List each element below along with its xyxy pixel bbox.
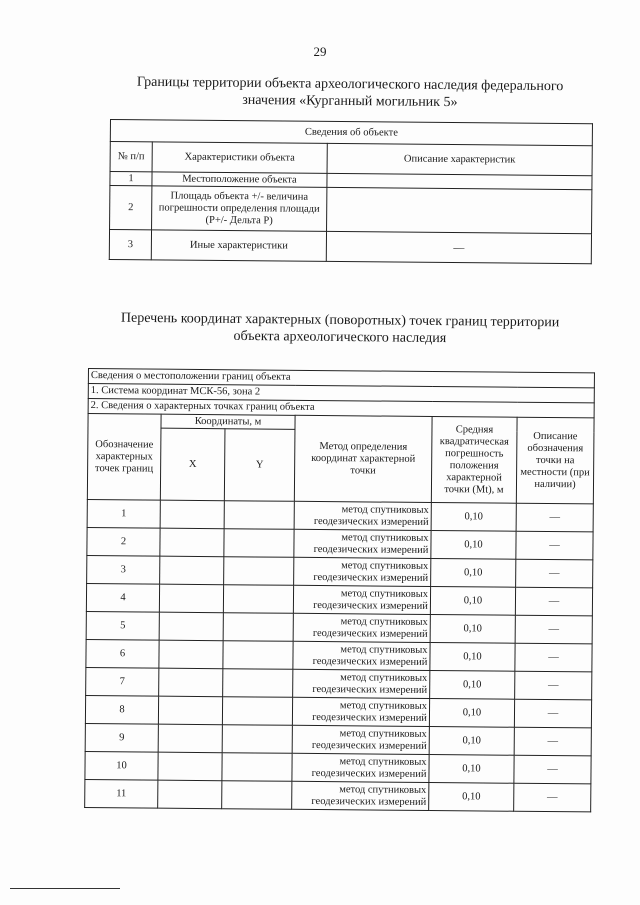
cell-point: 8 (85, 695, 158, 724)
row-num: 3 (109, 230, 151, 260)
row-char: Площадь объекта +/- величина погрешности определения площади (Р+/- Дельта Р) (152, 186, 327, 232)
cell-point: 6 (86, 639, 159, 668)
object-info-table (109, 119, 593, 264)
cell-method: метод спутниковых геодезических измерений (294, 557, 431, 586)
cell-error: 0,10 (430, 670, 515, 699)
cell-x (160, 556, 224, 585)
row-desc (327, 187, 592, 233)
cell-point: 11 (85, 779, 158, 808)
cell-x (159, 612, 223, 641)
coordinates-table (84, 368, 595, 812)
cell-desc: — (515, 615, 592, 644)
cell-y (222, 781, 292, 810)
cell-error: 0,10 (429, 754, 514, 783)
cell-method: метод спутниковых геодезических измерений (292, 725, 429, 754)
cell-y (223, 613, 293, 642)
cell-point: 9 (85, 723, 158, 752)
row-desc: — (326, 231, 591, 263)
cell-method: метод спутниковых геодезических измерений (292, 781, 429, 810)
cell-point: 4 (86, 583, 159, 612)
cell-x (159, 584, 223, 613)
cell-error: 0,10 (430, 614, 515, 643)
row-char: Иные характеристики (151, 230, 326, 262)
row-char: Местоположение объекта (152, 172, 327, 188)
cell-point: 7 (86, 667, 159, 696)
cell-point: 5 (86, 611, 159, 640)
row-num: 2 (110, 186, 152, 230)
col-method-header: Метод определения координат характерной точки (294, 415, 432, 502)
col-num-header: № п/п (110, 142, 152, 172)
cell-x (158, 780, 222, 809)
table2-header-location: Сведения о местоположении границ объекта (88, 369, 594, 388)
table-row (87, 527, 593, 559)
cell-error: 0,10 (429, 782, 514, 811)
cell-y (224, 529, 294, 558)
col-point-header: Обозначение характерных точек границ (87, 414, 161, 501)
footer-divider (10, 888, 120, 889)
title-coordinates-list: Перечень координат характерных (поворотных) точек границ территории объекта археологического наследия (120, 310, 560, 347)
table-row (86, 583, 592, 615)
table-row (110, 186, 592, 234)
table2-header-crs: 1. Система координат МСК-56, зона 2 (88, 384, 594, 403)
cell-error: 0,10 (431, 503, 516, 532)
table-row (85, 695, 591, 727)
col-error-header: Средняя квадратическая погрешность положения характерной точки (Mt), м (431, 417, 517, 504)
table-row (87, 499, 593, 531)
cell-x (159, 640, 223, 669)
col-y-header: Y (224, 429, 295, 502)
table-row (85, 779, 591, 811)
cell-desc: — (514, 727, 591, 756)
table2-header-points: 2. Сведения о характерных точках границ объекта (88, 399, 594, 418)
cell-error: 0,10 (429, 698, 514, 727)
cell-x (158, 752, 222, 781)
cell-method: метод спутниковых геодезических измерений (294, 529, 431, 558)
cell-y (223, 669, 293, 698)
cell-x (160, 500, 224, 529)
table1-header: Сведения об объекте (110, 120, 592, 146)
cell-error: 0,10 (430, 586, 515, 615)
cell-x (159, 668, 223, 697)
cell-x (158, 724, 222, 753)
cell-method: метод спутниковых геодезических измерений (293, 613, 430, 642)
cell-desc: — (515, 643, 592, 672)
col-desc-header: Описание обозначения точки на местности (при наличии) (516, 417, 594, 504)
cell-desc: — (516, 531, 593, 560)
cell-y (222, 725, 292, 754)
cell-method: метод спутниковых геодезических измерений (293, 669, 430, 698)
cell-point: 1 (87, 499, 160, 528)
cell-desc: — (514, 755, 591, 784)
cell-error: 0,10 (431, 531, 516, 560)
cell-method: метод спутниковых геодезических измерений (292, 753, 429, 782)
cell-desc: — (515, 671, 592, 700)
cell-method: метод спутниковых геодезических измерений (293, 641, 430, 670)
cell-error: 0,10 (430, 642, 515, 671)
table-row (85, 751, 591, 783)
cell-y (224, 501, 294, 530)
table-row (86, 667, 592, 699)
cell-point: 2 (87, 527, 160, 556)
table-row (87, 555, 593, 587)
cell-point: 10 (85, 751, 158, 780)
cell-y (223, 641, 293, 670)
title-object-boundaries: Границы территории объекта археологического наследия федерального значения «Курганный могильник 5» (136, 74, 564, 111)
col-char-header: Характеристики объекта (152, 142, 327, 174)
cell-method: метод спутниковых геодезических измерений (294, 501, 431, 530)
table-row (109, 230, 591, 264)
cell-y (224, 557, 294, 586)
row-num: 1 (110, 172, 152, 186)
col-desc-header: Описание характеристик (327, 143, 592, 175)
table-row (86, 611, 592, 643)
col-coords-header: Координаты, м (161, 414, 295, 429)
cell-error: 0,10 (429, 726, 514, 755)
cell-desc: — (514, 783, 591, 812)
cell-x (158, 696, 222, 725)
cell-error: 0,10 (431, 558, 516, 587)
cell-x (160, 528, 224, 557)
table-row (85, 723, 591, 755)
cell-y (223, 585, 293, 614)
cell-desc: — (515, 587, 592, 616)
cell-y (222, 697, 292, 726)
cell-method: метод спутниковых геодезических измерений (292, 697, 429, 726)
cell-desc: — (516, 503, 593, 532)
table-row (86, 639, 592, 671)
cell-point: 3 (87, 555, 160, 584)
cell-y (222, 753, 292, 782)
col-x-header: X (160, 428, 225, 501)
cell-method: метод спутниковых геодезических измерений (293, 585, 430, 614)
cell-desc: — (516, 559, 593, 588)
page-number: 29 (313, 44, 327, 59)
cell-desc: — (514, 699, 591, 728)
